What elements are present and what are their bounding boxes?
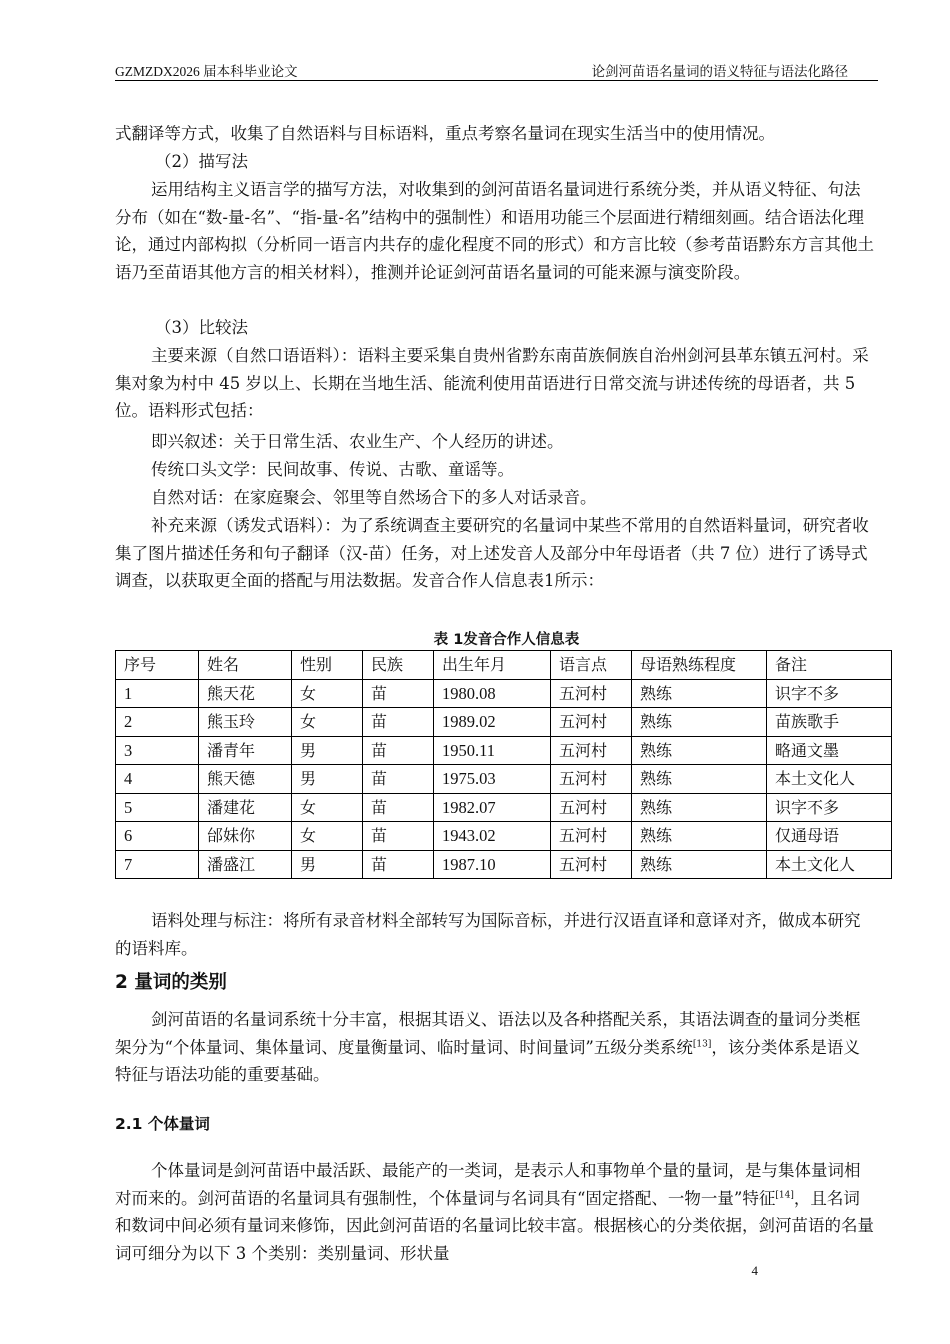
citation: [14] [775, 1190, 794, 1200]
page-number: 4 [751, 1263, 758, 1278]
table-cell: 熟练 [632, 679, 767, 708]
table-header-cell: 民族 [363, 651, 434, 680]
table-cell: 女 [292, 822, 363, 851]
paragraph-text: ，该分类体系是语义特征与语法功能的重要基础。 [115, 1037, 860, 1084]
table-cell: 1950.11 [434, 736, 551, 765]
table-row [116, 850, 892, 879]
paragraph: 语料处理与标注：将所有录音材料全部转写为国际音标，并进行汉语直译和意译对齐，做成本研究的语料库。 [115, 911, 861, 958]
table-cell: 7 [116, 850, 199, 879]
table-header-cell: 序号 [116, 651, 199, 680]
table-cell: 五河村 [551, 850, 632, 879]
informant-table [115, 650, 892, 879]
table-header-row [116, 651, 892, 680]
table-cell: 潘青年 [199, 736, 292, 765]
table-cell: 熊玉玲 [199, 708, 292, 737]
table-cell: 熊天德 [199, 765, 292, 794]
table-cell: 潘盛江 [199, 850, 292, 879]
paragraph [115, 1157, 875, 1267]
citation: [13] [692, 1039, 712, 1049]
table-cell: 仅通母语 [767, 822, 892, 851]
table-cell: 1975.03 [434, 765, 551, 794]
header-left: GZMZDX2026 届本科毕业论文 [115, 64, 298, 79]
table-cell: 熟练 [632, 793, 767, 822]
table-row [116, 736, 892, 765]
table-cell: 五河村 [551, 765, 632, 794]
table-cell: 潘建花 [199, 793, 292, 822]
paragraph-text: 个体量词是剑河苗语中最活跃、最能产的一类词，是表示人和事物单个量的量词，是与集体量词相对而来的。剑河苗语的名量词具有强制性，个体量词与名词具有“固定搭配、一物一量”特征 [115, 1161, 861, 1208]
paragraph: 式翻译等方式，收集了自然语料与目标语料，重点考察名量词在现实生活当中的使用情况。 [115, 124, 775, 143]
paragraph-text: ，且名词和数词中间必须有量词来修饰，因此剑河苗语的名量词比较丰富。根据核心的分类依据，剑河苗语的名量词可细分为以下 3 个类别：类别量词、形状量 [115, 1188, 874, 1263]
paragraph: 传统口头文学：民间故事、传说、古歌、童谣等。 [151, 460, 514, 479]
paragraph-text: 剑河苗语的名量词系统十分丰富，根据其语义、语法以及各种搭配关系，其语法调查的量词分类框架分为“个体量词、集体量词、度量衡量词、临时量词、时间量词”五级分类系统 [115, 1010, 861, 1057]
table-cell: 苗族歌手 [767, 708, 892, 737]
table-cell: 3 [116, 736, 199, 765]
table-cell: 熟练 [632, 850, 767, 879]
page-header [115, 60, 878, 81]
subsection-heading: 2.1 个体量词 [115, 1115, 210, 1133]
table-header-cell: 母语熟练程度 [632, 651, 767, 680]
section-heading: 2 量词的类别 [115, 972, 227, 993]
paragraph: 主要来源（自然口语语料）：语料主要采集自贵州省黔东南苗族侗族自治州剑河县革东镇五河村。采集对象为村中 45 岁以上、长期在当地生活、能流利使用苗语进行日常交流与讲述传统的母语者，共 5 位。语料形式包括： [115, 346, 869, 420]
table-cell: 熟练 [632, 708, 767, 737]
table-cell: 五河村 [551, 679, 632, 708]
table-cell: 五河村 [551, 736, 632, 765]
table-row [116, 765, 892, 794]
table-cell: 1980.08 [434, 679, 551, 708]
table-cell: 五河村 [551, 708, 632, 737]
table-cell: 1943.02 [434, 822, 551, 851]
table-cell: 苗 [363, 679, 434, 708]
table-cell: 略通文墨 [767, 736, 892, 765]
table-header-cell: 备注 [767, 651, 892, 680]
table-cell: 1987.10 [434, 850, 551, 879]
table-cell: 熟练 [632, 822, 767, 851]
table-header-cell: 性别 [292, 651, 363, 680]
table-cell: 本土文化人 [767, 850, 892, 879]
table-cell: 识字不多 [767, 679, 892, 708]
table-cell: 五河村 [551, 822, 632, 851]
table-cell: 1 [116, 679, 199, 708]
table-cell: 男 [292, 850, 363, 879]
table-cell: 五河村 [551, 793, 632, 822]
table-cell: 苗 [363, 822, 434, 851]
table-cell: 女 [292, 708, 363, 737]
table-header-cell: 出生年月 [434, 651, 551, 680]
paragraph: （3）比较法 [155, 318, 248, 337]
table-cell: 2 [116, 708, 199, 737]
paragraph: 补充来源（诱发式语料）：为了系统调查主要研究的名量词中某些不常用的自然语料量词，研究者收集了图片描述任务和句子翻译（汉-苗）任务，对上述发音人及部分中年母语者（共 7 位）进行了诱导式调查，以获取更全面的搭配与用法数据。发音合作人信息表1所示： [115, 516, 869, 590]
table-cell: 苗 [363, 736, 434, 765]
table-row [116, 708, 892, 737]
table-row [116, 793, 892, 822]
paragraph [115, 1006, 875, 1089]
table-cell: 熟练 [632, 765, 767, 794]
table-cell: 4 [116, 765, 199, 794]
table-cell: 男 [292, 765, 363, 794]
paragraph: 自然对话：在家庭聚会、邻里等自然场合下的多人对话录音。 [151, 488, 597, 507]
paragraph: 即兴叙述：关于日常生活、农业生产、个人经历的讲述。 [151, 432, 564, 451]
table-cell: 邰妹你 [199, 822, 292, 851]
table-caption: 表 1发音合作人信息表 [433, 632, 580, 648]
table-cell: 苗 [363, 765, 434, 794]
header-right: 论剑河苗语名量词的语义特征与语法化路径 [591, 64, 848, 80]
table-cell: 熟练 [632, 736, 767, 765]
table-cell: 苗 [363, 793, 434, 822]
table-header-cell: 姓名 [199, 651, 292, 680]
table-cell: 男 [292, 736, 363, 765]
paragraph: 运用结构主义语言学的描写方法，对收集到的剑河苗语名量词进行系统分类，并从语义特征、句法分布（如在“数-量-名”、“指-量-名”结构中的强制性）和语用功能三个层面进行精细刻画。结合语法化理论，通过内部构拟（分析同一语言内共存的虚化程度不同的形式）和方言比较（参考苗语黔东方言其他土语乃至苗语其他方言的相关材料），推测并论证剑河苗语名量词的可能来源与演变阶段。 [115, 180, 874, 282]
table-cell: 识字不多 [767, 793, 892, 822]
table-cell: 女 [292, 793, 363, 822]
table-cell: 熊天花 [199, 679, 292, 708]
table-cell: 女 [292, 679, 363, 708]
table-row [116, 679, 892, 708]
table-cell: 1982.07 [434, 793, 551, 822]
table-cell: 苗 [363, 708, 434, 737]
table-cell: 6 [116, 822, 199, 851]
table-header-cell: 语言点 [551, 651, 632, 680]
table-cell: 本土文化人 [767, 765, 892, 794]
table-row [116, 822, 892, 851]
table-cell: 苗 [363, 850, 434, 879]
table-cell: 5 [116, 793, 199, 822]
paragraph: （2）描写法 [155, 152, 248, 171]
table-cell: 1989.02 [434, 708, 551, 737]
